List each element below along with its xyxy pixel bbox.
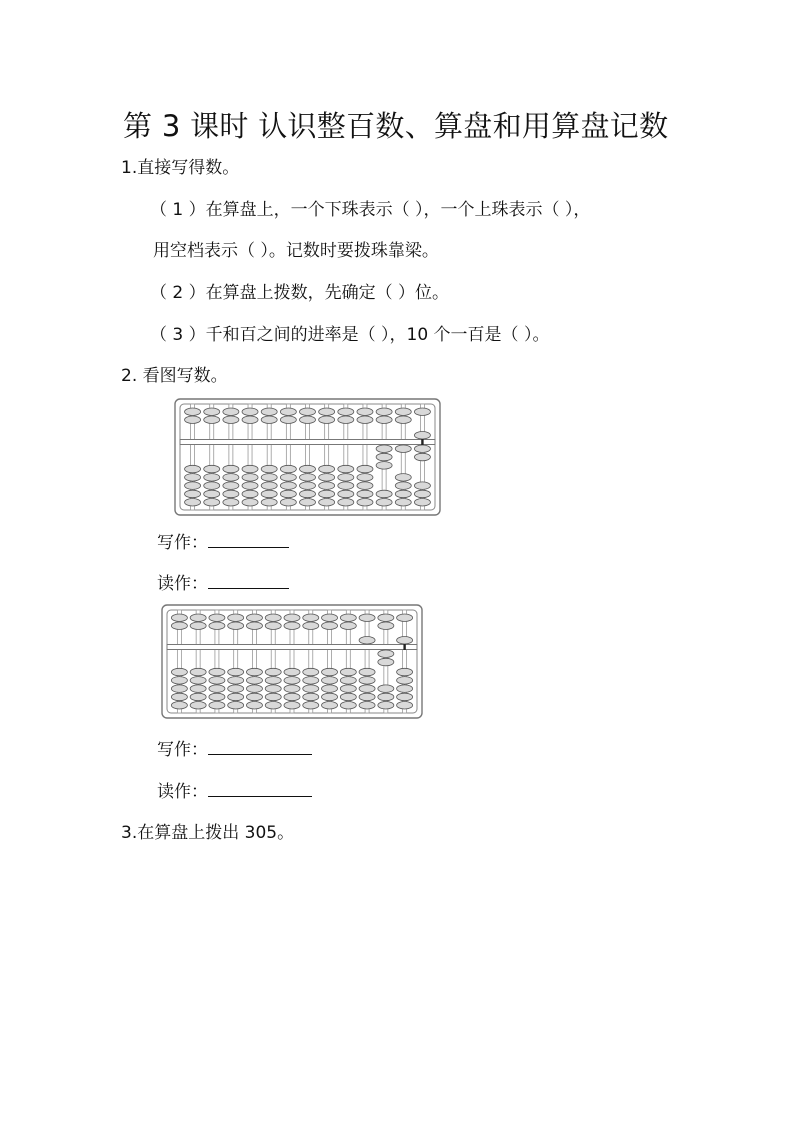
abacus-lower-bead [395,499,411,507]
abacus-lower-bead [303,685,319,693]
abacus-upper-bead [228,622,244,630]
abacus-upper-bead [300,408,316,416]
abacus-lower-bead [209,693,225,701]
abacus-upper-bead [338,408,354,416]
abacus-upper-bead [303,614,319,622]
abacus-lower-bead [204,482,220,490]
abacus-upper-bead [265,614,281,622]
page-title: 第 3 课时 认识整百数、算盘和用算盘记数 [123,109,669,143]
abacus-lower-bead [204,499,220,507]
read-label-1: 读作： [157,574,208,594]
abacus-upper-bead [300,416,316,424]
abacus-lower-bead [246,668,262,676]
abacus-lower-bead [338,499,354,507]
abacus-lower-bead [359,702,375,710]
abacus-upper-bead [338,416,354,424]
abacus-lower-bead [209,677,225,685]
abacus-lower-bead [359,693,375,701]
abacus-upper-bead [265,622,281,630]
abacus-lower-bead [171,685,187,693]
abacus-lower-bead [338,482,354,490]
abacus-lower-bead [376,453,392,461]
abacus-lower-bead [280,465,296,473]
abacus-lower-bead [284,668,300,676]
write-label-1: 写作： [157,533,208,553]
abacus-lower-bead [319,490,335,498]
abacus-lower-bead [303,702,319,710]
abacus-lower-bead [284,702,300,710]
abacus-beam [180,440,435,445]
abacus-lower-bead [284,685,300,693]
abacus-upper-bead [204,416,220,424]
abacus-lower-bead [340,677,356,685]
abacus-upper-bead [414,432,430,440]
abacus-lower-bead [280,482,296,490]
q1-part3: （ 3 ）千和百之间的进率是（ ），10 个一百是（ ）。 [150,325,550,345]
abacus-lower-bead [280,474,296,482]
abacus-lower-bead [319,465,335,473]
abacus-lower-bead [340,693,356,701]
abacus-upper-bead [357,416,373,424]
abacus-lower-bead [265,685,281,693]
abacus-lower-bead [322,702,338,710]
abacus-lower-bead [300,465,316,473]
abacus-lower-bead [414,499,430,507]
abacus-lower-bead [171,702,187,710]
abacus-lower-bead [171,677,187,685]
abacus-upper-bead [397,614,413,622]
abacus-upper-bead [190,622,206,630]
abacus-lower-bead [378,650,394,658]
abacus-upper-bead [378,614,394,622]
abacus-lower-bead [303,693,319,701]
abacus-lower-bead [414,490,430,498]
abacus-lower-bead [359,685,375,693]
abacus-lower-bead [261,465,277,473]
abacus-lower-bead [242,499,258,507]
abacus-lower-bead [185,482,201,490]
abacus-lower-bead [357,490,373,498]
abacus-lower-bead [190,668,206,676]
abacus-lower-bead [246,702,262,710]
abacus-lower-bead [340,685,356,693]
abacus-lower-bead [322,677,338,685]
abacus-upper-bead [340,622,356,630]
abacus-lower-bead [190,693,206,701]
abacus-upper-bead [280,416,296,424]
write-answer-blank-1[interactable] [208,533,289,548]
abacus-lower-bead [261,482,277,490]
abacus-lower-bead [359,677,375,685]
abacus-lower-bead [265,693,281,701]
abacus-upper-bead [204,408,220,416]
abacus-lower-bead [357,465,373,473]
abacus-upper-bead [414,408,430,416]
abacus-lower-bead [322,668,338,676]
abacus-lower-bead [190,677,206,685]
abacus-upper-bead [319,416,335,424]
abacus-lower-bead [395,474,411,482]
abacus-upper-bead [378,622,394,630]
abacus-lower-bead [280,499,296,507]
abacus-lower-bead [242,465,258,473]
q1-part2: （ 2 ）在算盘上拨数，先确定（ ）位。 [150,283,450,303]
abacus-upper-bead [246,622,262,630]
abacus-upper-bead [359,614,375,622]
read-answer-blank-1[interactable] [208,574,289,589]
abacus-lower-bead [171,668,187,676]
q3-heading: 3.在算盘上拨出 305。 [121,823,295,843]
read-label-2: 读作： [157,782,208,802]
abacus-lower-bead [190,702,206,710]
abacus-lower-bead [209,702,225,710]
abacus-lower-bead [300,482,316,490]
abacus-lower-bead [338,465,354,473]
abacus-upper-bead [284,622,300,630]
abacus-beam [167,645,417,650]
abacus-lower-bead [397,685,413,693]
abacus-lower-bead [209,668,225,676]
abacus-lower-bead [228,702,244,710]
abacus-lower-bead [357,474,373,482]
abacus-figure-1 [174,398,441,516]
abacus-upper-bead [395,408,411,416]
abacus-lower-bead [280,490,296,498]
abacus-lower-bead [303,668,319,676]
abacus-upper-bead [322,622,338,630]
abacus-lower-bead [376,490,392,498]
abacus-lower-bead [228,693,244,701]
abacus-lower-bead [171,693,187,701]
abacus-lower-bead [378,693,394,701]
abacus-upper-bead [246,614,262,622]
abacus-lower-bead [395,482,411,490]
abacus-upper-bead [209,614,225,622]
abacus-lower-bead [265,702,281,710]
abacus-upper-bead [340,614,356,622]
abacus-upper-bead [376,408,392,416]
abacus-upper-bead [228,614,244,622]
abacus-upper-bead [397,637,413,645]
abacus-lower-bead [185,499,201,507]
abacus-lower-bead [246,693,262,701]
abacus-lower-bead [185,474,201,482]
abacus-unit-mark [403,644,405,650]
abacus-lower-bead [322,693,338,701]
abacus-lower-bead [223,499,239,507]
abacus-lower-bead [223,474,239,482]
abacus-lower-bead [204,465,220,473]
abacus-lower-bead [204,490,220,498]
abacus-upper-bead [261,416,277,424]
abacus-upper-bead [223,416,239,424]
abacus-lower-bead [378,702,394,710]
abacus-upper-bead [190,614,206,622]
abacus-upper-bead [322,614,338,622]
q2-write-row-2 [157,738,312,762]
abacus-lower-bead [223,490,239,498]
abacus-lower-bead [246,685,262,693]
abacus-lower-bead [340,668,356,676]
abacus-upper-bead [171,622,187,630]
abacus-lower-bead [395,445,411,453]
abacus-upper-bead [376,416,392,424]
abacus-upper-bead [280,408,296,416]
abacus-lower-bead [246,677,262,685]
abacus-lower-bead [261,499,277,507]
abacus-lower-bead [242,474,258,482]
abacus-lower-bead [395,490,411,498]
write-label-2: 写作： [157,740,208,760]
abacus-lower-bead [265,677,281,685]
abacus-lower-bead [261,474,277,482]
abacus-upper-bead [261,408,277,416]
abacus-lower-bead [376,499,392,507]
abacus-lower-bead [223,465,239,473]
abacus-upper-bead [395,416,411,424]
abacus-unit-mark [421,439,423,445]
abacus-lower-bead [319,499,335,507]
abacus-lower-bead [338,474,354,482]
abacus-lower-bead [397,668,413,676]
abacus-upper-bead [319,408,335,416]
abacus-lower-bead [414,482,430,490]
abacus-upper-bead [359,637,375,645]
abacus-lower-bead [209,685,225,693]
abacus-lower-bead [204,474,220,482]
q1-part1-line2: 用空档表示（ ）。记数时要拨珠靠梁。 [153,241,439,261]
abacus-lower-bead [319,482,335,490]
q1-heading: 1.直接写得数。 [121,158,240,178]
q2-write-row-1 [157,531,289,555]
abacus-figure-2 [161,604,423,719]
abacus-lower-bead [190,685,206,693]
write-answer-blank-2[interactable] [208,740,312,755]
abacus-upper-bead [209,622,225,630]
abacus-lower-bead [265,668,281,676]
abacus-lower-bead [284,677,300,685]
abacus-lower-bead [397,693,413,701]
abacus-lower-bead [397,677,413,685]
abacus-lower-bead [228,685,244,693]
abacus-lower-bead [414,445,430,453]
abacus-lower-bead [340,702,356,710]
abacus-upper-bead [185,408,201,416]
q2-read-row-1 [157,572,289,596]
abacus-lower-bead [300,474,316,482]
abacus-lower-bead [185,490,201,498]
abacus-lower-bead [338,490,354,498]
abacus-upper-bead [171,614,187,622]
q2-heading: 2. 看图写数。 [121,366,228,386]
abacus-upper-bead [284,614,300,622]
abacus-lower-bead [300,490,316,498]
abacus-lower-bead [322,685,338,693]
abacus-lower-bead [359,668,375,676]
abacus-lower-bead [357,482,373,490]
abacus-upper-bead [357,408,373,416]
abacus-lower-bead [397,702,413,710]
abacus-lower-bead [242,490,258,498]
q1-part1-line1: （ 1 ）在算盘上，一个下珠表示（ ），一个上珠表示（ ）， [150,200,591,220]
abacus-lower-bead [414,453,430,461]
abacus-lower-bead [378,658,394,666]
abacus-lower-bead [319,474,335,482]
abacus-lower-bead [378,685,394,693]
q2-read-row-2 [157,780,312,804]
abacus-lower-bead [300,499,316,507]
abacus-lower-bead [185,465,201,473]
abacus-upper-bead [185,416,201,424]
read-answer-blank-2[interactable] [208,782,312,797]
abacus-lower-bead [357,499,373,507]
abacus-lower-bead [376,445,392,453]
abacus-upper-bead [242,416,258,424]
abacus-lower-bead [228,668,244,676]
abacus-lower-bead [284,693,300,701]
abacus-upper-bead [303,622,319,630]
abacus-lower-bead [223,482,239,490]
abacus-upper-bead [223,408,239,416]
abacus-lower-bead [303,677,319,685]
abacus-upper-bead [242,408,258,416]
abacus-lower-bead [376,462,392,470]
abacus-lower-bead [228,677,244,685]
abacus-lower-bead [242,482,258,490]
abacus-lower-bead [261,490,277,498]
